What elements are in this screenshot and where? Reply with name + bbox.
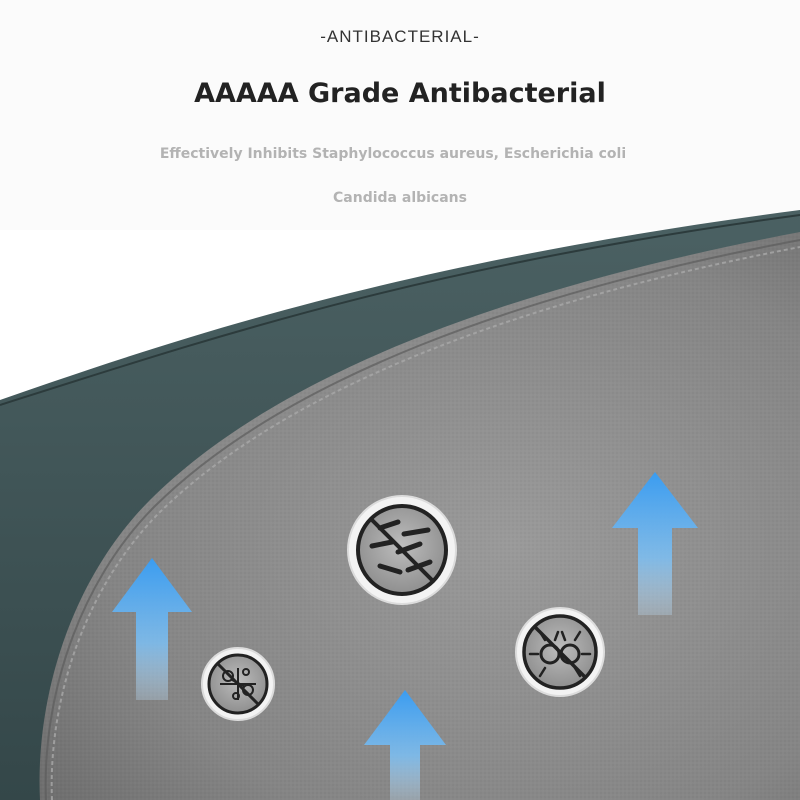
subtitle-line-2: Candida albicans [333,190,467,206]
no-bacteria-rods-icon [348,496,456,604]
tagline: -ANTIBACTERIAL- [320,27,480,46]
page-title: AAAAA Grade Antibacterial [194,78,606,109]
no-virus-icon [516,608,604,696]
subtitle-line-1: Effectively Inhibits Staphylococcus aureus, Escherichia coli [159,146,627,162]
no-germ-molecule-icon [202,648,274,720]
